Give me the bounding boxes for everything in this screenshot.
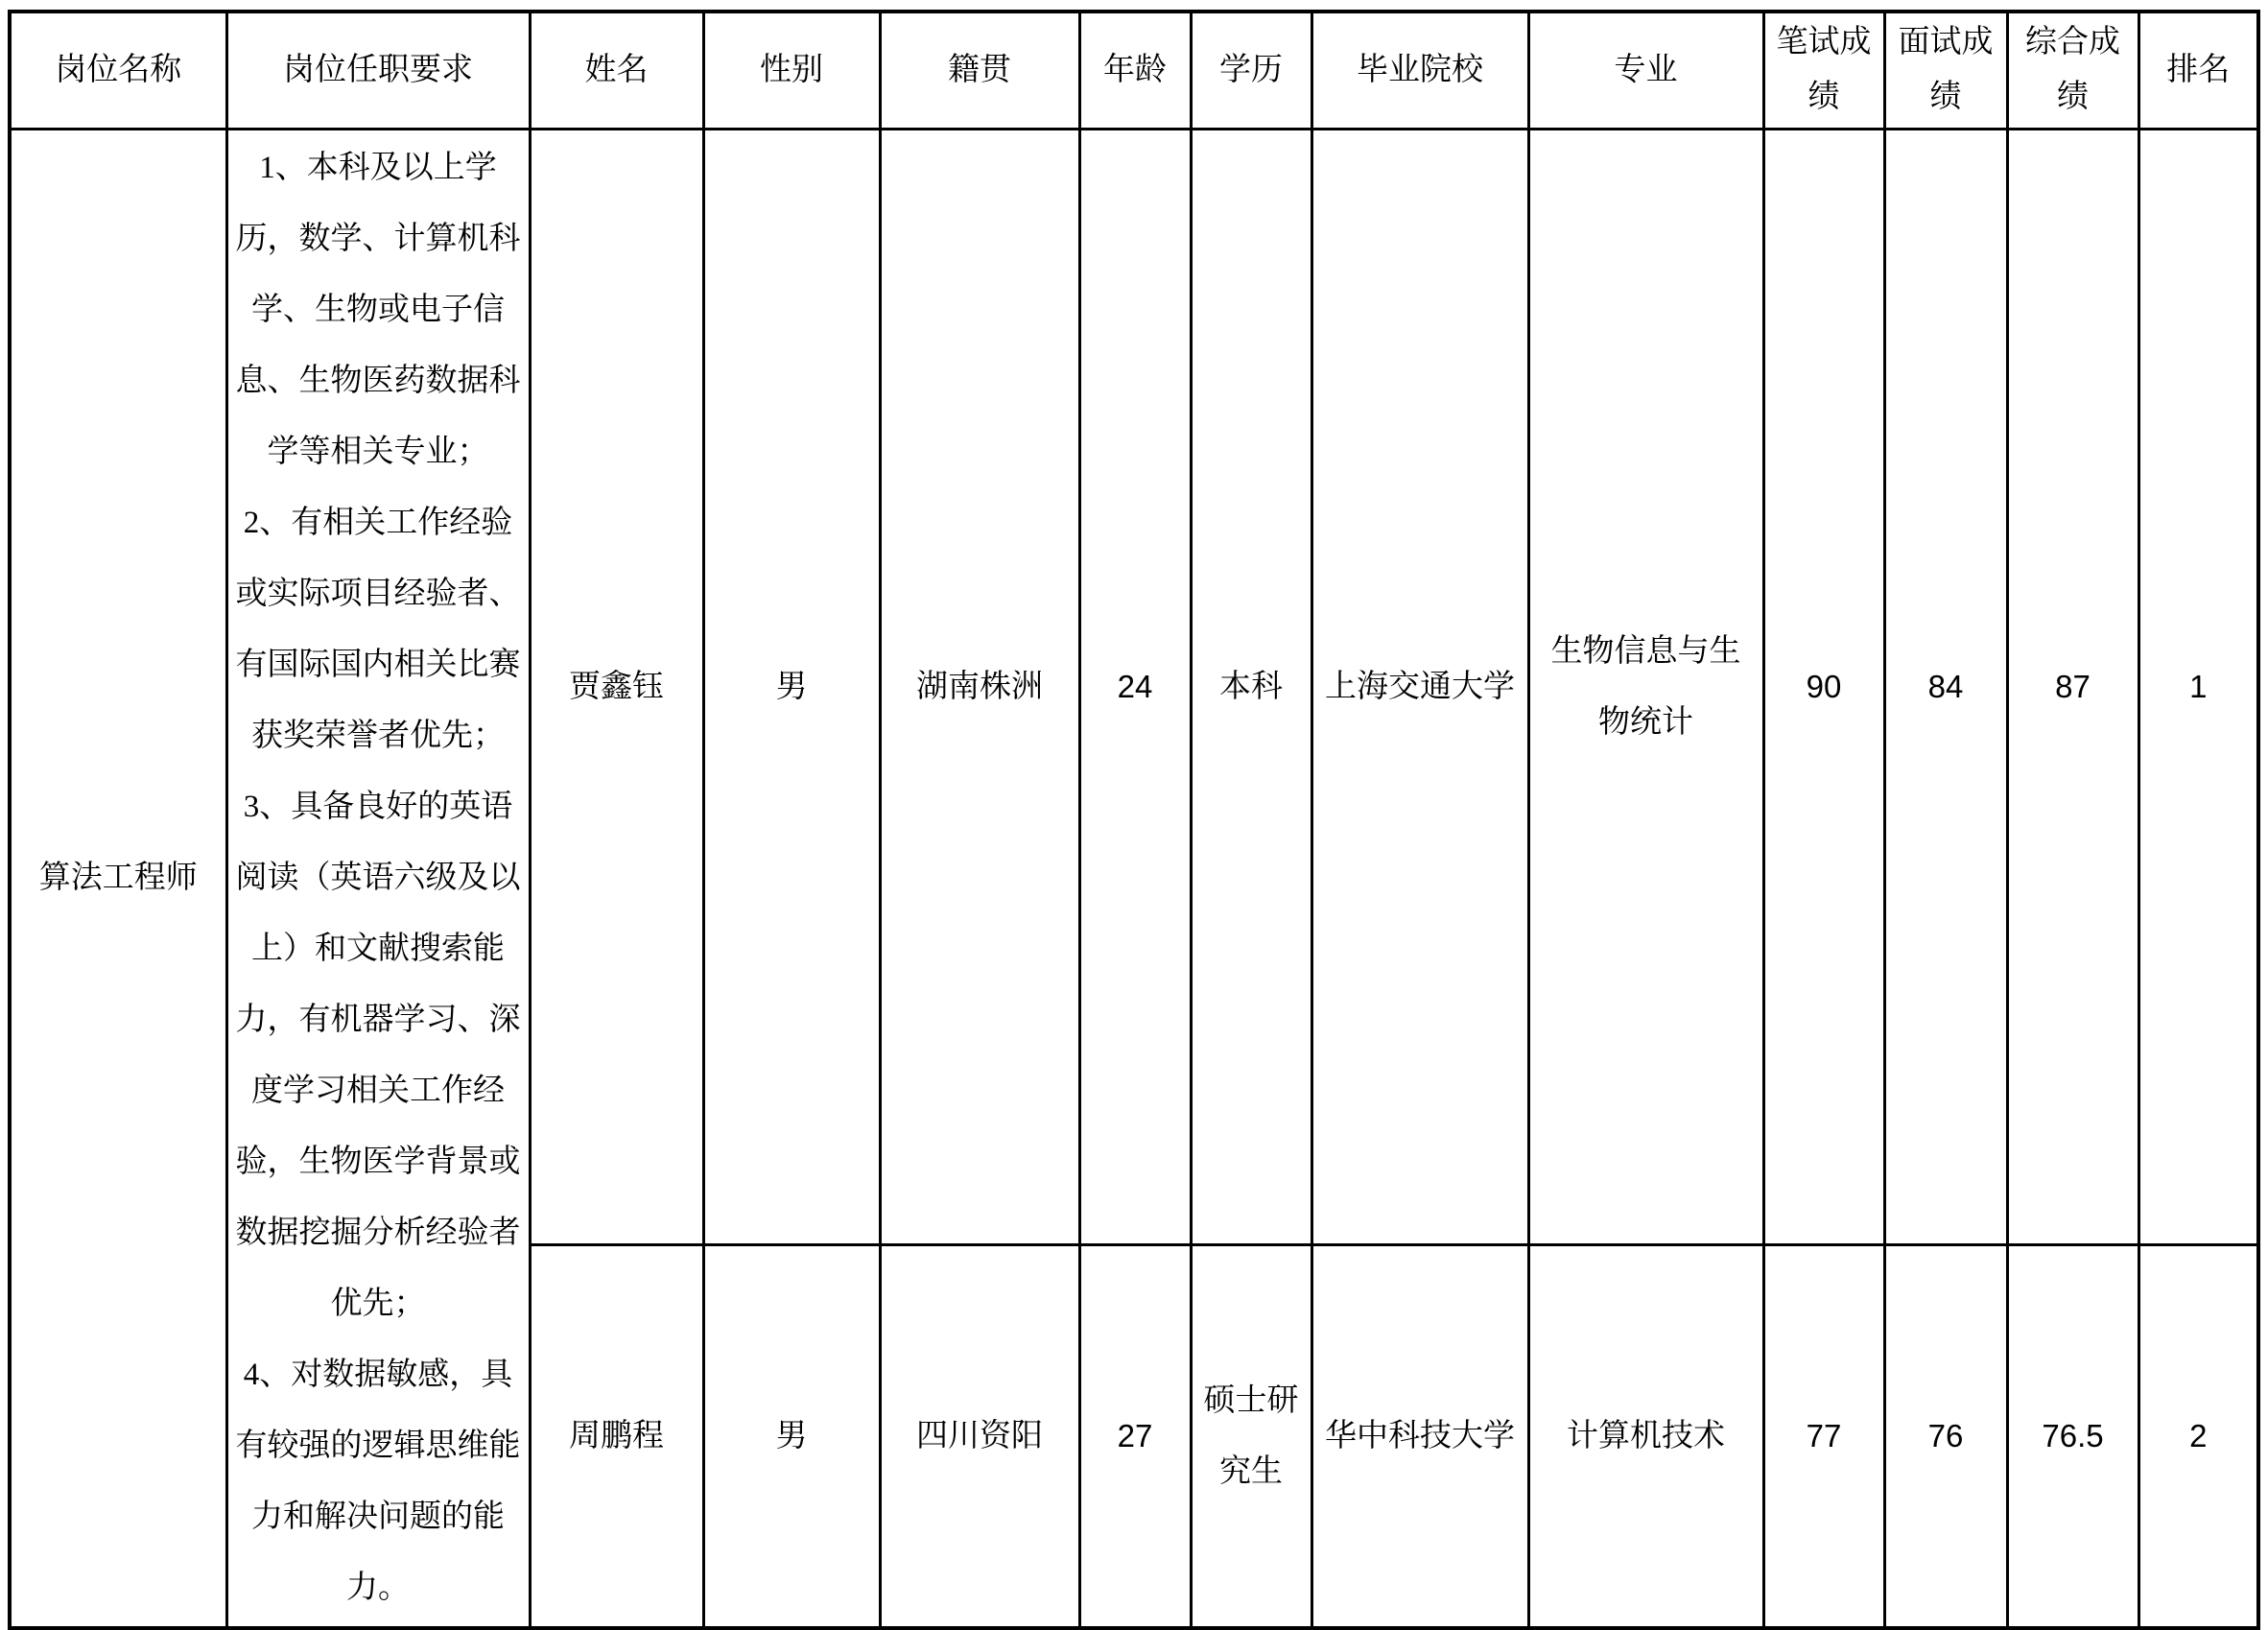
requirement-item: 1、本科及以上学历，数学、计算机科学、生物或电子信息、生物医药数据科学等相关专业；: [235, 151, 521, 470]
requirement-item: 4、对数据敏感，具有较强的逻辑思维能力和解决问题的能力。: [235, 1358, 521, 1606]
cell-education: 本科: [1191, 129, 1311, 1244]
header-interview-score: 面试成绩: [1884, 12, 2007, 129]
cell-interview-score: 76: [1884, 1244, 2007, 1628]
cell-requirements: [226, 129, 530, 1628]
header-school: 毕业院校: [1311, 12, 1528, 129]
cell-major: 计算机技术: [1528, 1244, 1763, 1628]
cell-gender: 男: [703, 1244, 880, 1628]
cell-school: 上海交通大学: [1311, 129, 1528, 1244]
cell-native-place: 四川资阳: [880, 1244, 1079, 1628]
cell-interview-score: 84: [1884, 129, 2007, 1244]
header-name: 姓名: [530, 12, 703, 129]
table-row: [10, 129, 2258, 1244]
cell-written-score: 90: [1763, 129, 1884, 1244]
header-age: 年龄: [1079, 12, 1191, 129]
cell-native-place: 湖南株洲: [880, 129, 1079, 1244]
requirement-item: 2、有相关工作经验或实际项目经验者、有国际国内相关比赛获奖荣誉者优先；: [235, 506, 521, 754]
cell-rank: 1: [2138, 129, 2258, 1244]
cell-name: 贾鑫钰: [530, 129, 703, 1244]
header-requirements: 岗位任职要求: [226, 12, 530, 129]
header-major: 专业: [1528, 12, 1763, 129]
header-written-score: 笔试成绩: [1763, 12, 1884, 129]
header-overall-score: 综合成绩: [2007, 12, 2138, 129]
results-table: [8, 10, 2260, 1630]
cell-overall-score: 87: [2007, 129, 2138, 1244]
header-education: 学历: [1191, 12, 1311, 129]
cell-overall-score: 76.5: [2007, 1244, 2138, 1628]
cell-major: 生物信息与生物统计: [1528, 129, 1763, 1244]
cell-gender: 男: [703, 129, 880, 1244]
header-native-place: 籍贯: [880, 12, 1079, 129]
cell-name: 周鹏程: [530, 1244, 703, 1628]
cell-age: 27: [1079, 1244, 1191, 1628]
cell-rank: 2: [2138, 1244, 2258, 1628]
cell-school: 华中科技大学: [1311, 1244, 1528, 1628]
cell-education: 硕士研究生: [1191, 1244, 1311, 1628]
cell-position-name: 算法工程师: [10, 129, 226, 1628]
cell-written-score: 77: [1763, 1244, 1884, 1628]
cell-age: 24: [1079, 129, 1191, 1244]
requirement-item: 3、具备良好的英语阅读（英语六级及以上）和文献搜索能力，有机器学习、深度学习相关工作经验，生物医学背景或数据挖掘分析经验者优先；: [235, 790, 521, 1322]
header-position-name: 岗位名称: [10, 12, 226, 129]
header-row: [10, 12, 2258, 129]
header-gender: 性别: [703, 12, 880, 129]
header-rank: 排名: [2138, 12, 2258, 129]
